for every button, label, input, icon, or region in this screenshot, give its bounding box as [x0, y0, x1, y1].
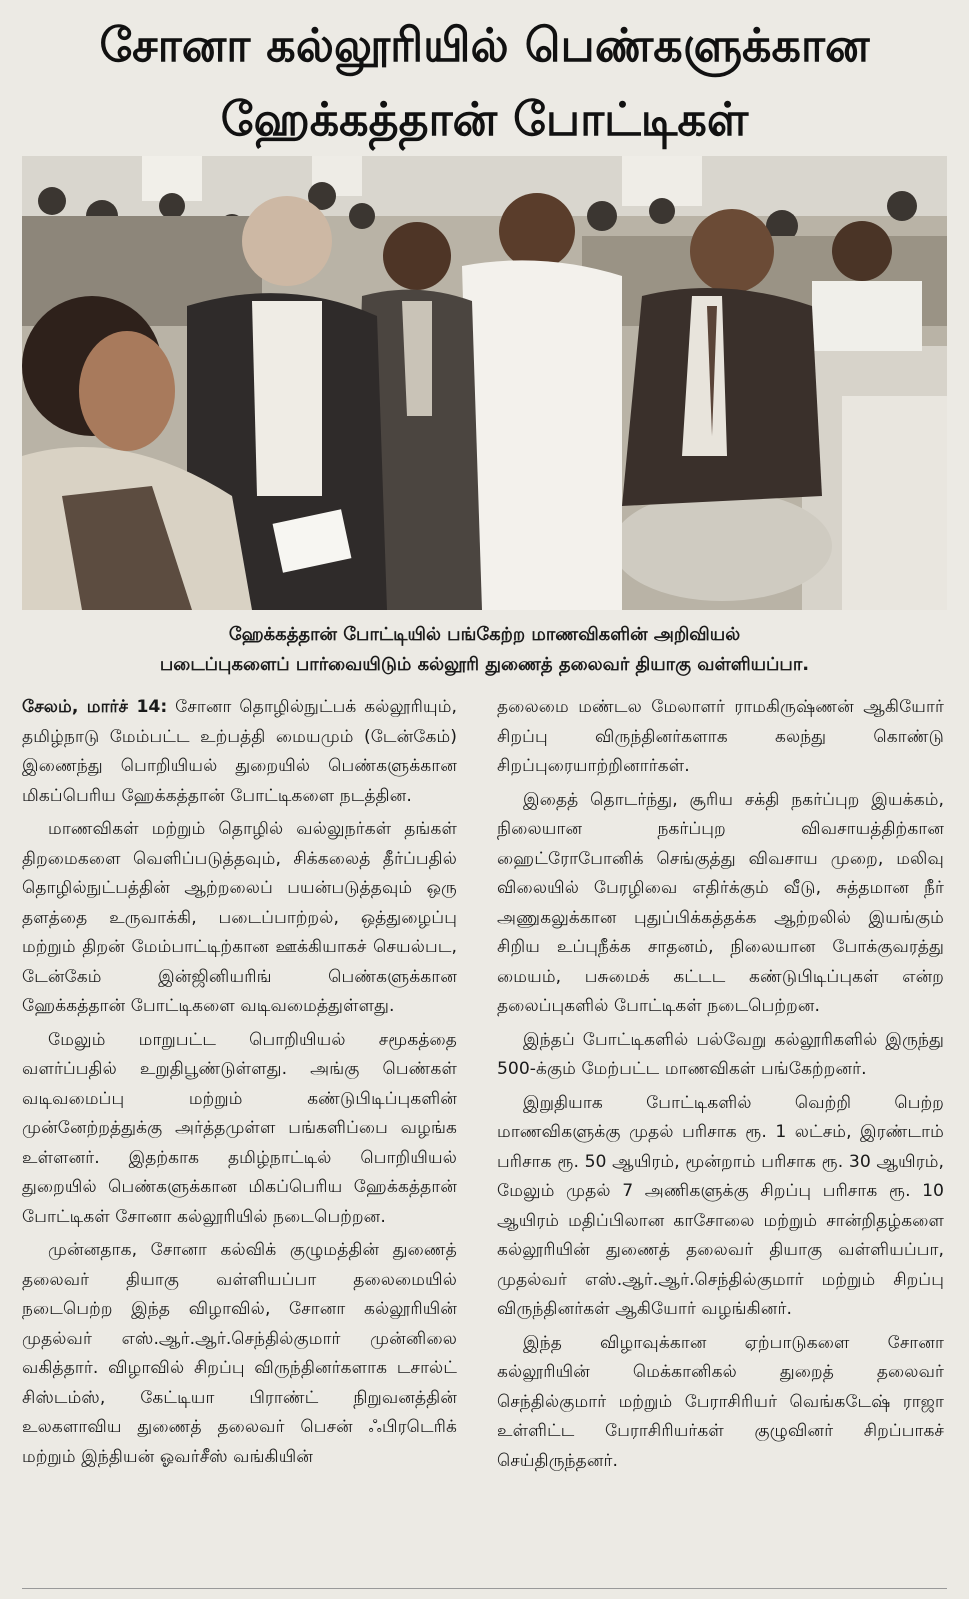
dateline: சேலம், மார்ச் 14:: [22, 697, 168, 717]
headline-line-2: ஹேக்கத்தான் போட்டிகள்: [220, 92, 749, 146]
article-column-right: [497, 693, 944, 1480]
article-paragraph-text: சோனா தொழில்நுட்பக் கல்லூரியும், தமிழ்நாடு மேம்பட்ட உற்பத்தி மையமும் (டேன்கேம்) இணைந்து பொறியியல் துறையில் பெண்களுக்கான மிகப்பெரிய ஹேக்கத்தான் போட்டிகளை நடத்தின.: [22, 697, 457, 806]
photo-caption: [22, 620, 947, 680]
bottom-rule: [22, 1588, 947, 1589]
article-paragraph: [22, 693, 457, 811]
article-paragraph: இந்தப் போட்டிகளில் பல்வேறு கல்லூரிகளில் இருந்து 500-க்கும் மேற்பட்ட மாணவிகள் பங்கேற்றனர்.: [497, 1029, 944, 1079]
caption-line-2: படைப்புகளைப் பார்வையிடும் கல்லூரி துணைத் தலைவர் தியாகு வள்ளியப்பா.: [159, 654, 810, 675]
headline: [0, 8, 969, 156]
article-paragraph: முன்னதாக, சோனா கல்விக் குழுமத்தின் துணைத் தலைவர் தியாகு வள்ளியப்பா தலைமையில் நடைபெற்ற இந்த விழாவில், சோனா கல்லூரியின் முதல்வர் எஸ்.ஆர்.ஆர்.செந்தில்குமார் முன்னிலை வகித்தார். விழாவில் சிறப்பு விருந்தினர்களாக டசால்ட் சிஸ்டம்ஸ், கேட்டியா பிராண்ட் நிறுவனத்தின் உலகளாவிய துணைத் தலைவர் பெசன் ஃபிரடெரிக் மற்றும் இந்தியன் ஓவர்சீஸ் வங்கியின்: [22, 1240, 457, 1467]
caption-line-1: ஹேக்கத்தான் போட்டியில் பங்கேற்ற மாணவிகளின் அறிவியல்: [228, 624, 741, 645]
article-paragraph: மேலும் மாறுபட்ட பொறியியல் சமூகத்தை வளர்ப்பதில் உறுதிபூண்டுள்ளது. அங்கு பெண்கள் வடிவமைப்பு மற்றும் கண்டுபிடிப்புகளின் முன்னேற்றத்துக்கு அர்த்தமுள்ள பங்களிப்பை வழங்க உள்ளனர். இதற்காக தமிழ்நாட்டில் பொறியியல் துறையில் பெண்களுக்கான மிகப்பெரிய ஹேக்கத்தான் போட்டிகள் சோனா கல்லூரியில் நடைபெற்றன.: [22, 1029, 457, 1227]
photo-illustration: [22, 156, 947, 610]
news-photo: [22, 156, 947, 610]
article-paragraph: மாணவிகள் மற்றும் தொழில் வல்லுநர்கள் தங்கள் திறமைகளை வெளிப்படுத்தவும், சிக்கலைத் தீர்ப்பதில் தொழில்நுட்பத்தின் ஆற்றலைப் பயன்படுத்தவும் ஒரு தளத்தை உருவாக்கி, படைப்பாற்றல், ஒத்துழைப்பு மற்றும் திறன் மேம்பாட்டிற்கான ஊக்கியாகச் செயல்பட, டேன்கேம் இன்ஜினியரிங் பெண்களுக்கான ஹேக்கத்தான் போட்டிகளை வடிவமைத்துள்ளது.: [22, 819, 457, 1016]
article-paragraph: தலைமை மண்டல மேலாளர் ராமகிருஷ்ணன் ஆகியோர் சிறப்பு விருந்தினர்களாக கலந்து கொண்டு சிறப்புரையாற்றினார்கள்.: [497, 697, 944, 776]
article-paragraph: இறுதியாக போட்டிகளில் வெற்றி பெற்ற மாணவிகளுக்கு முதல் பரிசாக ரூ. 1 லட்சம், இரண்டாம் பரிசாக ரூ. 50 ஆயிரம், மூன்றாம் பரிசாக ரூ. 30 ஆயிரம், மேலும் முதல் 7 அணிகளுக்கு சிறப்பு பரிசாக ரூ. 10 ஆயிரம் மதிப்பிலான காசோலை மற்றும் சான்றிதழ்களை கல்லூரியின் துணைத் தலைவர் தியாகு வள்ளியப்பா, முதல்வர் எஸ்.ஆர்.ஆர்.செந்தில்குமார் மற்றும் சிறப்பு விருந்தினர்கள் ஆகியோர் வழங்கினர்.: [497, 1092, 944, 1319]
article-column-left: [22, 693, 457, 1476]
article-paragraph: இந்த விழாவுக்கான ஏற்பாடுகளை சோனா கல்லூரியின் மெக்கானிகல் துறைத் தலைவர் செந்தில்குமார் மற்றும் பேராசிரியர் வெங்கடேஷ் ராஜா உள்ளிட்ட பேராசிரியர்கள் குழுவினர் சிறப்பாகச் செய்திருந்தனர்.: [497, 1332, 944, 1471]
article-paragraph: இதைத் தொடர்ந்து, சூரிய சக்தி நகர்ப்புற இயக்கம், நிலையான நகர்ப்புற விவசாயத்திற்கான ஹைட்ரோபோனிக் செங்குத்து விவசாய முறை, மலிவு விலையில் பேரழிவை எதிர்க்கும் வீடு, சுத்தமான நீர் அணுகலுக்கான புதுப்பிக்கத்தக்க ஆற்றலில் இயங்கும் சிறிய உப்புநீக்க சாதனம், நிலையான போக்குவரத்து மையம், பசுமைக் கட்டட கண்டுபிடிப்புகள் என்ற தலைப்புகளில் போட்டிகள் நடைபெற்றன.: [497, 789, 944, 1016]
headline-line-1: சோனா கல்லூரியில் பெண்களுக்கான: [99, 18, 870, 72]
